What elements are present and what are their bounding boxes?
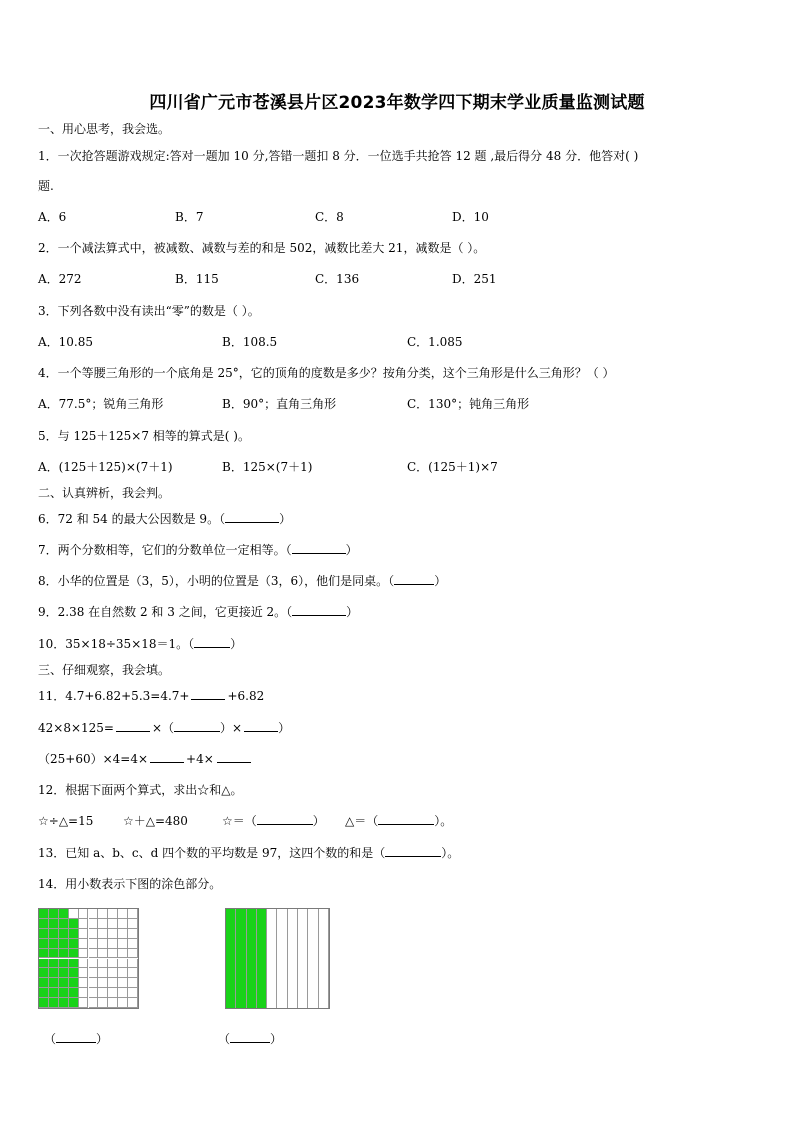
q5-option-c[interactable]: C．(125＋1)×7 — [407, 460, 498, 474]
strip-cell — [247, 909, 257, 1008]
q3-option-c[interactable]: C．1.085 — [407, 335, 463, 349]
q2-option-c[interactable]: C．136 — [315, 272, 360, 286]
q11-line1-text: 11．4.7+6.82+5.3=4.7+ — [38, 689, 190, 703]
q9 — [38, 604, 358, 620]
grid-cell — [49, 959, 59, 969]
grid-cell — [108, 949, 118, 959]
q11-line2-mid: ×（ — [151, 721, 175, 735]
grid-cell — [108, 998, 118, 1008]
grid-cell — [89, 929, 99, 939]
grid-cell — [59, 929, 69, 939]
q14-stem: 14．用小数表示下图的涂色部分。 — [38, 877, 222, 891]
grid-cell — [118, 929, 128, 939]
grid-cell — [39, 998, 49, 1008]
grid-cell — [128, 939, 138, 949]
q10-answer-blank[interactable] — [194, 636, 230, 648]
grid-cell — [49, 978, 59, 988]
q3-stem: 3．下列各数中没有读出“零”的数是（ ）。 — [38, 304, 260, 318]
q14-blank-2[interactable] — [230, 1031, 270, 1043]
grid-cell — [98, 929, 108, 939]
grid-cell — [98, 988, 108, 998]
strip-cell — [257, 909, 267, 1008]
grid-cell — [59, 968, 69, 978]
q11-blank-1[interactable] — [191, 688, 225, 700]
grid-cell — [108, 968, 118, 978]
section-heading-2: 二、认真辨析，我会判。 — [38, 486, 171, 500]
grid-cell — [98, 919, 108, 929]
q11-line-3 — [38, 751, 251, 767]
hundred-grid-figure — [38, 908, 139, 1009]
q7 — [38, 542, 358, 558]
q12-triangle-blank[interactable] — [378, 813, 434, 825]
grid-cell — [128, 968, 138, 978]
grid-cell — [79, 978, 89, 988]
q11-blank-6[interactable] — [217, 751, 251, 763]
grid-cell — [108, 909, 118, 919]
grid-cell — [118, 919, 128, 929]
tenths-strip-figure — [225, 908, 330, 1009]
grid-cell — [128, 909, 138, 919]
grid-cell — [39, 968, 49, 978]
q2-stem: 2．一个减法算式中，被减数、减数与差的和是 502，减数比差大 21，减数是（ ）。 — [38, 241, 486, 255]
grid-cell — [98, 978, 108, 988]
q2-option-b[interactable]: B．115 — [175, 272, 219, 286]
grid-cell — [79, 919, 89, 929]
strip-cell — [288, 909, 298, 1008]
page-title: 四川省广元市苍溪县片区2023年数学四下期末学业质量监测试题 — [149, 93, 645, 113]
grid-cell — [128, 988, 138, 998]
grid-cell — [79, 988, 89, 998]
grid-cell — [128, 998, 138, 1008]
strip-cell — [236, 909, 246, 1008]
q7-close: ） — [345, 543, 358, 557]
q11-line-2 — [38, 720, 290, 736]
grid-cell — [118, 909, 128, 919]
grid-cell — [39, 988, 49, 998]
grid-cell — [49, 939, 59, 949]
grid-cell — [59, 988, 69, 998]
q7-answer-blank[interactable] — [292, 542, 346, 554]
grid-cell — [79, 949, 89, 959]
section-heading-1: 一、用心思考，我会选。 — [38, 122, 171, 136]
grid-cell — [59, 949, 69, 959]
grid-cell — [89, 998, 99, 1008]
q12-equation-1: ☆÷△=15 — [38, 814, 94, 828]
section-heading-3: 三、仔细观察，我会填。 — [38, 663, 171, 677]
grid-cell — [59, 919, 69, 929]
q11-blank-5[interactable] — [150, 751, 184, 763]
q14-answer-1 — [44, 1031, 108, 1047]
grid-cell — [128, 978, 138, 988]
strip-cell — [298, 909, 308, 1008]
grid-cell — [39, 909, 49, 919]
grid-cell — [108, 978, 118, 988]
grid-cell — [69, 959, 79, 969]
grid-cell — [39, 949, 49, 959]
q14-paren-close-1: ） — [96, 1032, 109, 1046]
q10 — [38, 636, 242, 652]
q13 — [38, 845, 459, 861]
grid-cell — [128, 949, 138, 959]
grid-cell — [49, 998, 59, 1008]
grid-cell — [118, 988, 128, 998]
q13-answer-blank[interactable] — [385, 845, 441, 857]
q2-option-a[interactable]: A．272 — [38, 272, 82, 286]
q11-line3-text: （25+60）×4=4× — [38, 752, 149, 766]
q14-paren-open-1: （ — [44, 1032, 57, 1046]
grid-cell — [89, 939, 99, 949]
q11-line3-mid: +4× — [186, 752, 214, 766]
grid-cell — [89, 968, 99, 978]
q11-line1-end: +6.82 — [227, 689, 265, 703]
q4-option-b[interactable]: B．90°；直角三角形 — [222, 397, 337, 411]
q13-close: ）。 — [441, 846, 460, 860]
q1-stem-cont: 题. — [38, 179, 54, 193]
grid-cell — [39, 978, 49, 988]
q14-paren-open-2: （ — [218, 1032, 231, 1046]
grid-cell — [98, 949, 108, 959]
q9-close: ） — [346, 605, 359, 619]
grid-cell — [59, 909, 69, 919]
q14-blank-1[interactable] — [56, 1031, 96, 1043]
grid-cell — [118, 998, 128, 1008]
q4-option-c[interactable]: C．130°；钝角三角形 — [407, 397, 530, 411]
grid-cell — [118, 939, 128, 949]
q7-text: 7．两个分数相等，它们的分数单位一定相等。（ — [38, 543, 292, 557]
grid-cell — [49, 919, 59, 929]
q10-close: ） — [230, 637, 243, 651]
grid-cell — [118, 978, 128, 988]
grid-cell — [89, 919, 99, 929]
q9-text: 9．2.38 在自然数 2 和 3 之间，它更接近 2。（ — [38, 605, 293, 619]
q1-option-a[interactable]: A．6 — [38, 210, 67, 224]
q6-answer-blank[interactable] — [225, 511, 279, 523]
q4-option-a[interactable]: A．77.5°；锐角三角形 — [38, 397, 164, 411]
q8 — [38, 573, 446, 589]
strip-cell — [308, 909, 318, 1008]
grid-cell — [69, 949, 79, 959]
grid-cell — [108, 939, 118, 949]
grid-cell — [98, 939, 108, 949]
grid-cell — [79, 959, 89, 969]
grid-cell — [59, 959, 69, 969]
grid-cell — [98, 968, 108, 978]
grid-cell — [89, 949, 99, 959]
q12-triangle-label: △＝（ — [345, 814, 379, 828]
grid-cell — [89, 978, 99, 988]
grid-cell — [98, 998, 108, 1008]
grid-cell — [69, 998, 79, 1008]
strip-cell — [278, 909, 288, 1008]
grid-cell — [39, 919, 49, 929]
q12-stem: 12．根据下面两个算式，求出☆和△。 — [38, 783, 243, 797]
grid-cell — [59, 939, 69, 949]
q5-option-b[interactable]: B．125×(7＋1) — [222, 460, 313, 474]
strip-cell — [267, 909, 277, 1008]
grid-cell — [98, 959, 108, 969]
grid-cell — [69, 988, 79, 998]
grid-cell — [118, 959, 128, 969]
grid-cell — [69, 929, 79, 939]
grid-cell — [69, 939, 79, 949]
grid-cell — [79, 998, 89, 1008]
q1-stem: 1．一次抢答题游戏规定:答对一题加 10 分,答错一题扣 8 分．一位选手共抢答 12 题 ,最后得分 48 分．他答对( ) — [38, 149, 639, 163]
q14-answer-2 — [218, 1031, 282, 1047]
grid-cell — [69, 919, 79, 929]
q12-equation-2: ☆＋△=480 — [123, 814, 188, 828]
grid-cell — [79, 909, 89, 919]
grid-cell — [118, 968, 128, 978]
grid-cell — [89, 988, 99, 998]
grid-cell — [89, 959, 99, 969]
grid-cell — [49, 909, 59, 919]
q5-option-a[interactable]: A．(125＋125)×(7＋1) — [38, 460, 173, 474]
q8-text: 8．小华的位置是（3，5），小明的位置是（3，6），他们是同桌。（ — [38, 574, 395, 588]
q12-star-close: ） — [312, 814, 325, 828]
q1-option-c[interactable]: C．8 — [315, 210, 344, 224]
q12-star-label: ☆＝（ — [222, 814, 257, 828]
q8-answer-blank[interactable] — [394, 573, 434, 585]
strip-cell — [319, 909, 329, 1008]
q9-answer-blank[interactable] — [292, 604, 346, 616]
q4-stem: 4．一个等腰三角形的一个底角是 25°，它的顶角的度数是多少？按角分类，这个三角形是什么三角形？（ ） — [38, 366, 615, 380]
q11-line2-mid2: ）× — [220, 721, 243, 735]
grid-cell — [108, 959, 118, 969]
q1-option-b[interactable]: B．7 — [175, 210, 204, 224]
grid-cell — [128, 919, 138, 929]
grid-cell — [49, 929, 59, 939]
q12-star-blank[interactable] — [257, 813, 313, 825]
q6-close: ） — [279, 512, 292, 526]
q13-text: 13．已知 a、b、c、d 四个数的平均数是 97，这四个数的和是（ — [38, 846, 386, 860]
q10-text: 10．35×18÷35×18＝1。（ — [38, 637, 195, 651]
q8-close: ） — [434, 574, 447, 588]
grid-cell — [69, 968, 79, 978]
grid-cell — [39, 959, 49, 969]
grid-cell — [59, 978, 69, 988]
grid-cell — [108, 929, 118, 939]
grid-cell — [79, 968, 89, 978]
grid-cell — [98, 909, 108, 919]
q6-text: 6．72 和 54 的最大公因数是 9。（ — [38, 512, 226, 526]
grid-cell — [128, 929, 138, 939]
grid-cell — [49, 988, 59, 998]
q11-blank-2[interactable] — [116, 720, 150, 732]
grid-cell — [108, 988, 118, 998]
grid-cell — [49, 968, 59, 978]
q2-option-d[interactable]: D．251 — [452, 272, 497, 286]
grid-cell — [69, 909, 79, 919]
strip-cell — [226, 909, 236, 1008]
q6 — [38, 511, 291, 527]
q14-paren-close-2: ） — [270, 1032, 283, 1046]
q11-blank-3[interactable] — [174, 720, 220, 732]
grid-cell — [128, 959, 138, 969]
grid-cell — [108, 919, 118, 929]
grid-cell — [69, 978, 79, 988]
grid-cell — [79, 939, 89, 949]
q3-option-a[interactable]: A．10.85 — [38, 335, 94, 349]
grid-cell — [49, 949, 59, 959]
q11-blank-4[interactable] — [244, 720, 278, 732]
grid-cell — [118, 949, 128, 959]
q11-line2-close: ） — [278, 721, 291, 735]
q11-line2-text: 42×8×125= — [38, 721, 114, 735]
grid-cell — [39, 929, 49, 939]
q12-triangle-close: ）。 — [434, 814, 453, 828]
q3-option-b[interactable]: B．108.5 — [222, 335, 278, 349]
q1-option-d[interactable]: D．10 — [452, 210, 489, 224]
grid-cell — [79, 929, 89, 939]
grid-cell — [89, 909, 99, 919]
q5-stem: 5．与 125＋125×7 相等的算式是( )。 — [38, 429, 250, 443]
grid-cell — [59, 998, 69, 1008]
q12-answer-star — [222, 813, 325, 829]
grid-cell — [39, 939, 49, 949]
q12-answer-triangle — [345, 813, 452, 829]
q11-line-1 — [38, 688, 264, 704]
